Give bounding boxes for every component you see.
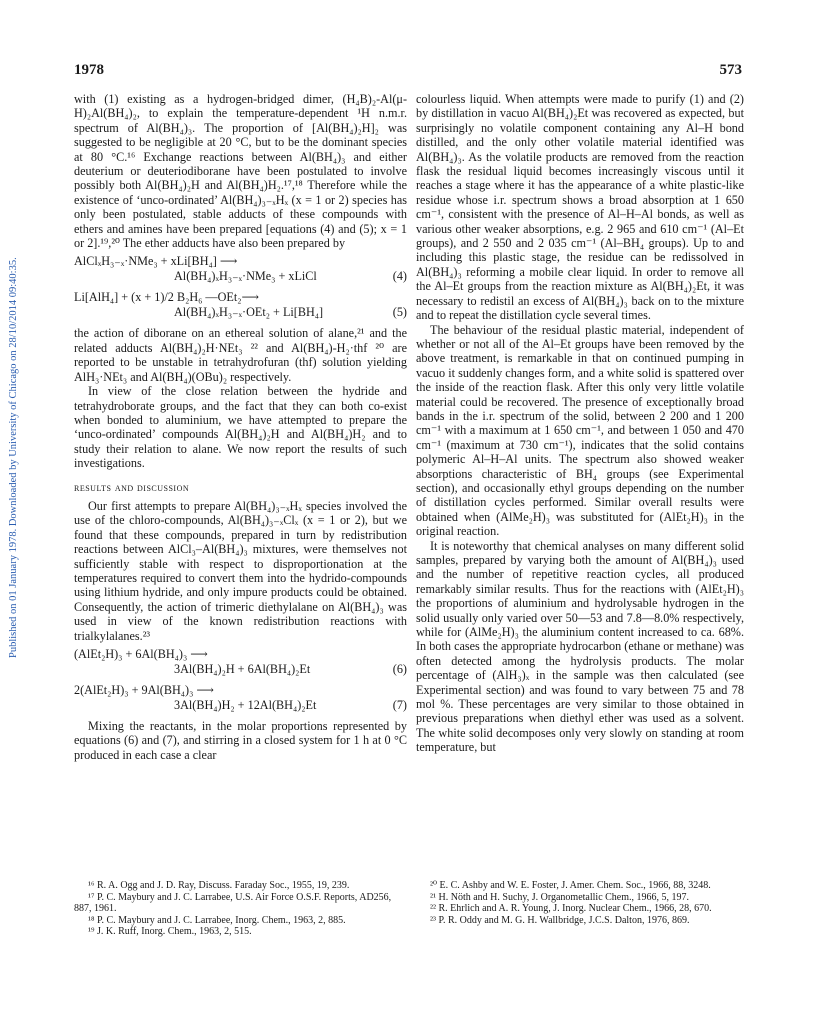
journal-year: 1978: [74, 62, 104, 78]
equation-4: [74, 254, 407, 284]
equation-number: (5): [392, 305, 407, 320]
page-number: 573: [719, 62, 742, 78]
page-header: [74, 62, 742, 82]
equation-7: [74, 683, 407, 713]
equation-number: (6): [392, 662, 407, 676]
paragraph: Our first attempts to prepare Al(BH₄)₃₋ₓHₓ species involved the use of the chloro-compounds, Al(BH₄)₃₋ₓClₓ (x = 1 or 2), but we found that these compounds, prepared in turn by redistribution reactions between AlCl₃–Al(BH₄)₃ mixtures, were themselves not sufficiently stable with respect to disproportionation at the temperatures required to convert them into the hydrido-compounds using lithium hydride, and only impure products could be obtained. Consequently, the action of trimeric diethylalane on Al(BH₄)₃ was used in view of the known redistribution reactions with trialkylalanes.²³: [74, 498, 407, 643]
equation-number: (4): [392, 269, 407, 284]
footnote: ²¹ H. Nöth and H. Suchy, J. Organometallic Chem., 1966, 5, 197.: [430, 891, 690, 903]
equation-rhs: 3Al(BH₄)H₂ + 12Al(BH₄)₂Et: [174, 698, 317, 712]
paragraph: with (1) existing as a hydrogen-bridged dimer, (H₄B)₂-Al(μ-H)₂Al(BH₄)₂, to explain the temperature-dependent ¹H n.m.r. spectrum of Al(BH₄)₃. The proportion of [Al(BH₄)₂H]₂ was suggested to be negligible at 20 °C, but to be the dominant species at 80 °C.¹⁶ Exchange reactions between Al(BH₄)₃ and either deuterium or deuteriodiborane have been postulated to involve possibly both Al(BH₄)₂H and Al(BH₄)H₂.¹⁷,¹⁸ Therefore while the existence of ‘unco-ordinated’ Al(BH₄)₃₋ₓHₓ (x = 1 or 2) species has only been postulated, stable adducts of these compounds with ethers and amines have been prepared [equations (4) and (5); x = 1 or 2].¹⁹,²⁰ The ether adducts have also been prepared by: [74, 92, 407, 251]
footnote: ²³ P. R. Oddy and M. G. H. Wallbridge, J.C.S. Dalton, 1976, 869.: [430, 914, 690, 926]
footnote: ¹⁸ P. C. Maybury and J. C. Larrabee, Inorg. Chem., 1963, 2, 885.: [88, 914, 346, 926]
right-column: [416, 92, 744, 755]
equation-6: [74, 647, 407, 677]
footnote: ²² R. Ehrlich and A. R. Young, J. Inorg. Nuclear Chem., 1966, 28, 670.: [430, 903, 712, 915]
paragraph: It is noteworthy that chemical analyses on many different solid samples, prepared by varying both the amount of Al(BH₄)₃ used and the number of repetitive reaction cycles, all produced remarkably similar results. Thus for the reactions with (AlEt₂H)₃ the proportions of aluminium and hydrolysable hydrogen in the solid usually only varied over 50—53 and 7.8—8.0% respectively, while for (AlMe₂H)₃ the aluminium content increased to ca. 68%. In both cases the appropriate hydrocarbon (ethane or methane) was often detected among the hydrolysis products. The molar percentage of (AlH₃)ₓ in the sample was then calculated (see Experimental section) and was found to vary between 75 and 78 mol %. These percentages are very similar to those obtained in previous preparations when diethyl ether was used as a solvent. The white solid decomposes only very slowly on standing at room temperature, but: [416, 538, 744, 755]
paragraph: colourless liquid. When attempts were made to purify (1) and (2) by distillation in vacuo Al(BH₄)₂Et was recovered as expected, but surprisingly no volatile component containing any Al–H bond distilled, and the only other volatile material identified was Al(BH₄)₃. As the volatile products are removed from the reaction flask the residual liquid becomes increasingly viscous until it reaches a stage where it has the appearance of a white plastic-like residue whose i.r. spectrum shows a broad absorption at 1 650 cm⁻¹, consistent with the presence of Al–H–Al bonds, as well as various other weaker absorptions, e.g. 2 965 and 610 cm⁻¹ (Al–Et groups), and 2 550 and 2 035 cm⁻¹ (Al–BH₄ groups). Up to and including this plastic stage, the residue can be redissolved in Al(BH₄)₃ reforming a mobile clear liquid. In order to remove all the Al–Et groups from the reaction mixture as Al(BH₄)₂Et, it was necessary to redistil an excess of Al(BH₄)₃ back on to the mixture and to repeat the distillation cycle several times.: [416, 92, 744, 323]
footnote: ¹⁹ J. K. Ruff, Inorg. Chem., 1963, 2, 515.: [88, 926, 252, 938]
left-column: [74, 92, 407, 762]
equation-5: [74, 290, 407, 320]
paragraph: The behaviour of the residual plastic material, independent of whether or not all of the Al–Et groups have been removed by the above treatment, is remarkable in that on continued pumping in vacuo it suddenly changes form, and a white solid is spattered over the inside of the reaction flask. After this only very little volatile material could be recovered. The presence of exceptionally broad bands in the i.r. spectrum of the solid, between 2 200 and 1 200 cm⁻¹ with a maximum at 1 650 cm⁻¹, and between 1 050 and 470 cm⁻¹ (maximum at 730 cm⁻¹), indicates that the solid contains polymeric Al–H–Al units. The spectrum also showed weaker absorptions characteristic of BH₄ groups (see Experimental section), and occasionally ethyl groups depending on the number of distillation cycles performed. Similar overall results were obtained when (AlMe₂H)₃ was substituted for (AlEt₂H)₃ in the original reaction.: [416, 322, 744, 539]
equation-lhs: 2(AlEt₂H)₃ + 9Al(BH₄)₃ ⟶: [74, 683, 214, 697]
footnotes-right: [416, 880, 744, 926]
equation-lhs: AlClₓH₃₋ₓ·NMe₃ + xLi[BH₄] ⟶: [74, 254, 238, 269]
section-heading: results and discussion: [74, 481, 190, 494]
equation-rhs: Al(BH₄)ₓH₃₋ₓ·NMe₃ + xLiCl: [174, 269, 317, 284]
paragraph: the action of diborane on an ethereal solution of alane,²¹ and the related adducts Al(BH₄)₂H·NEt₃ ²² and Al(BH₄)-H₂·thf ²⁰ are reported to be unstable in tetrahydrofuran (thf) solution yielding AlH₃·NEt₃ and Al(BH₄)(OBu)₂ respectively.: [74, 326, 407, 384]
footnotes-left: [74, 880, 407, 938]
equation-lhs: (AlEt₂H)₃ + 6Al(BH₄)₃ ⟶: [74, 647, 208, 661]
equation-number: (7): [392, 698, 407, 712]
equation-rhs: Al(BH₄)ₓH₃₋ₓ·OEt₂ + Li[BH₄]: [174, 305, 324, 320]
publication-notice-link[interactable]: Published on 01 January 1978. Downloaded by University of Chicago on 28/10/2014 09:40:35.: [8, 257, 19, 658]
equation-lhs: Li[AlH₄] + (x + 1)/2 B₂H₆ —OEt₂⟶: [74, 290, 259, 305]
paragraph: Mixing the reactants, in the molar proportions represented by equations (6) and (7), and stirring in a closed system for 1 h at 0 °C produced in each case a clear: [74, 719, 407, 762]
publication-sidebar[interactable]: [6, 150, 20, 660]
footnote: ²⁰ E. C. Ashby and W. E. Foster, J. Amer. Chem. Soc., 1966, 88, 3248.: [430, 880, 711, 891]
footnote: ¹⁷ P. C. Maybury and J. C. Larrabee, U.S. Air Force O.S.F. Reports, AD256, 887, 1961.: [74, 891, 392, 915]
equation-rhs: 3Al(BH₄)₂H + 6Al(BH₄)₂Et: [174, 662, 311, 676]
paragraph: In view of the close relation between the hydride and tetrahydroborate groups, and the fact that they can both co-exist when bonded to aluminium, we have attempted to prepare the ‘unco-ordinated’ compounds Al(BH₄)₂H and Al(BH₄)H₂ and to study their relation to alane. We now report the results of such investigations.: [74, 384, 407, 471]
footnote: ¹⁶ R. A. Ogg and J. D. Ray, Discuss. Faraday Soc., 1955, 19, 239.: [88, 880, 350, 891]
